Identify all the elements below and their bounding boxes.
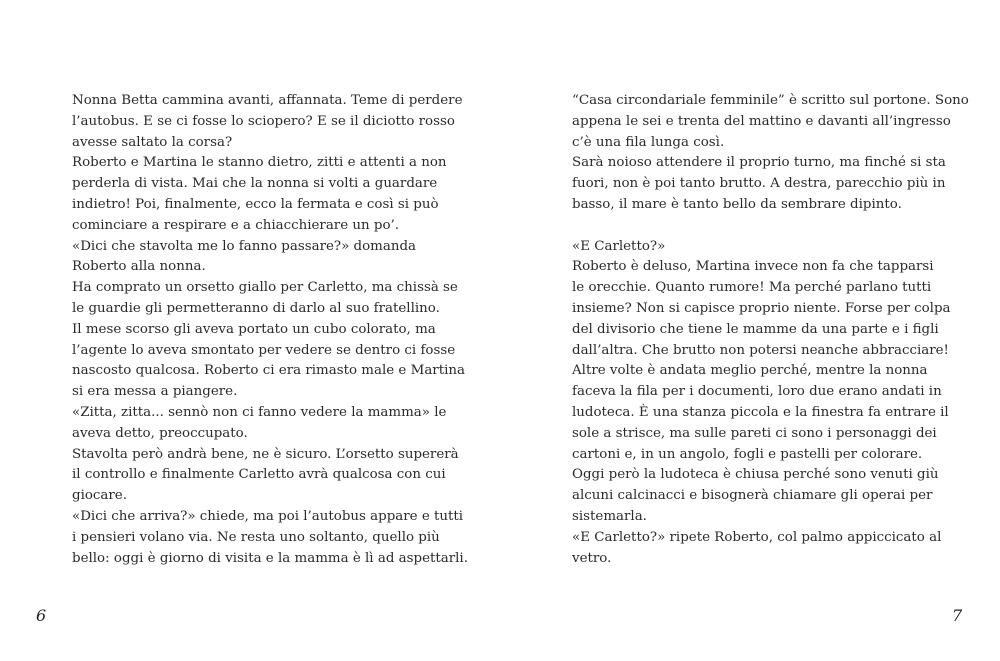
text-line: nascosto qualcosa. Roberto ci era rimasto male e Martina — [72, 363, 465, 379]
page-number-right: 7 — [952, 606, 963, 625]
text-line: Oggi però la ludoteca è chiusa perché sono venuti giù — [572, 467, 939, 483]
text-line: si era messa a piangere. — [72, 384, 238, 400]
text-line: «Dici che arriva?» chiede, ma poi l’autobus appare e tutti — [72, 508, 464, 524]
text-line: le orecchie. Quanto rumore! Ma perché parlano tutti — [572, 280, 932, 296]
text-line: Il mese scorso gli aveva portato un cubo colorato, ma — [72, 321, 436, 337]
text-line: dall’altra. Che brutto non potersi neanche abbracciare! — [572, 342, 949, 358]
text-line: alcuni calcinacci e bisognerà chiamare gli operai per — [572, 488, 933, 504]
text-line: Roberto alla nonna. — [72, 259, 206, 275]
text-line: “Casa circondariale femminile” è scritto sul portone. Sono — [572, 93, 969, 108]
text-line: Ha comprato un orsetto giallo per Carletto, ma chissà se — [72, 280, 458, 296]
text-line: faceva la fila per i documenti, loro due erano andati in — [572, 384, 942, 400]
text-line: cartoni e, in un angolo, fogli e pastelli per colorare. — [572, 446, 923, 462]
text-line: cominciare a respirare e a chiacchierare un po’. — [72, 217, 400, 233]
text-line: «Dici che stavolta me lo fanno passare?» domanda — [72, 238, 417, 254]
right-page — [500, 0, 1000, 661]
text-line: appena le sei e trenta del mattino e davanti all’ingresso — [572, 113, 951, 129]
page-number-left: 6 — [36, 606, 47, 625]
text-line: vetro. — [572, 550, 612, 566]
text-line: Nonna Betta cammina avanti, affannata. Teme di perdere — [72, 93, 463, 108]
text-line: ludoteca. È una stanza piccola e la finestra fa entrare il — [572, 404, 949, 420]
text-line: il controllo e finalmente Carletto avrà qualcosa con cui — [72, 467, 446, 483]
text-line — [572, 216, 969, 237]
text-line: perderla di vista. Mai che la nonna si volti a guardare — [72, 176, 438, 192]
left-page-text — [72, 91, 468, 569]
text-line: insieme? Non si capisce proprio niente. Forse per colpa — [572, 300, 951, 316]
text-line: «E Carletto?» — [572, 238, 666, 254]
text-line: «Zitta, zitta... sennò non ci fanno vedere la mamma» le — [72, 404, 447, 420]
text-line: sistemarla. — [572, 508, 647, 524]
text-line: Altre volte è andata meglio perché, mentre la nonna — [572, 363, 928, 379]
right-page-text — [572, 91, 969, 569]
text-line: i pensieri volano via. Ne resta uno soltanto, quello più — [72, 529, 440, 545]
text-line: giocare. — [72, 488, 127, 504]
text-line: aveva detto, preoccupato. — [72, 425, 248, 441]
text-line: fuori, non è poi tanto brutto. A destra, parecchio più in — [572, 176, 946, 192]
text-line: del divisorio che tiene le mamme da una parte e i figli — [572, 321, 939, 337]
text-line: sole a strisce, ma sulle pareti ci sono i personaggi dei — [572, 425, 937, 441]
text-line: basso, il mare è tanto bello da sembrare dipinto. — [572, 196, 902, 212]
text-line: l’autobus. E se ci fosse lo sciopero? E se il diciotto rosso — [72, 113, 455, 129]
text-line: Roberto e Martina le stanno dietro, zitti e attenti a non — [72, 155, 447, 171]
text-line: Sarà noioso attendere il proprio turno, ma finché si sta — [572, 155, 946, 171]
text-line: l’agente lo aveva smontato per vedere se dentro ci fosse — [72, 342, 456, 358]
text-line: le guardie gli permetteranno di darlo al suo fratellino. — [72, 300, 440, 316]
text-line: Stavolta però andrà bene, ne è sicuro. L’orsetto supererà — [72, 446, 459, 462]
text-line: avesse saltato la corsa? — [72, 134, 233, 150]
text-line: bello: oggi è giorno di visita e la mamma è lì ad aspettarli. — [72, 550, 468, 566]
text-line: «E Carletto?» ripete Roberto, col palmo appiccicato al — [572, 529, 942, 545]
text-line: indietro! Poi, finalmente, ecco la fermata e così si può — [72, 196, 439, 212]
text-line: Roberto è deluso, Martina invece non fa che tapparsi — [572, 259, 934, 275]
text-line: c’è una fila lunga così. — [572, 134, 725, 150]
